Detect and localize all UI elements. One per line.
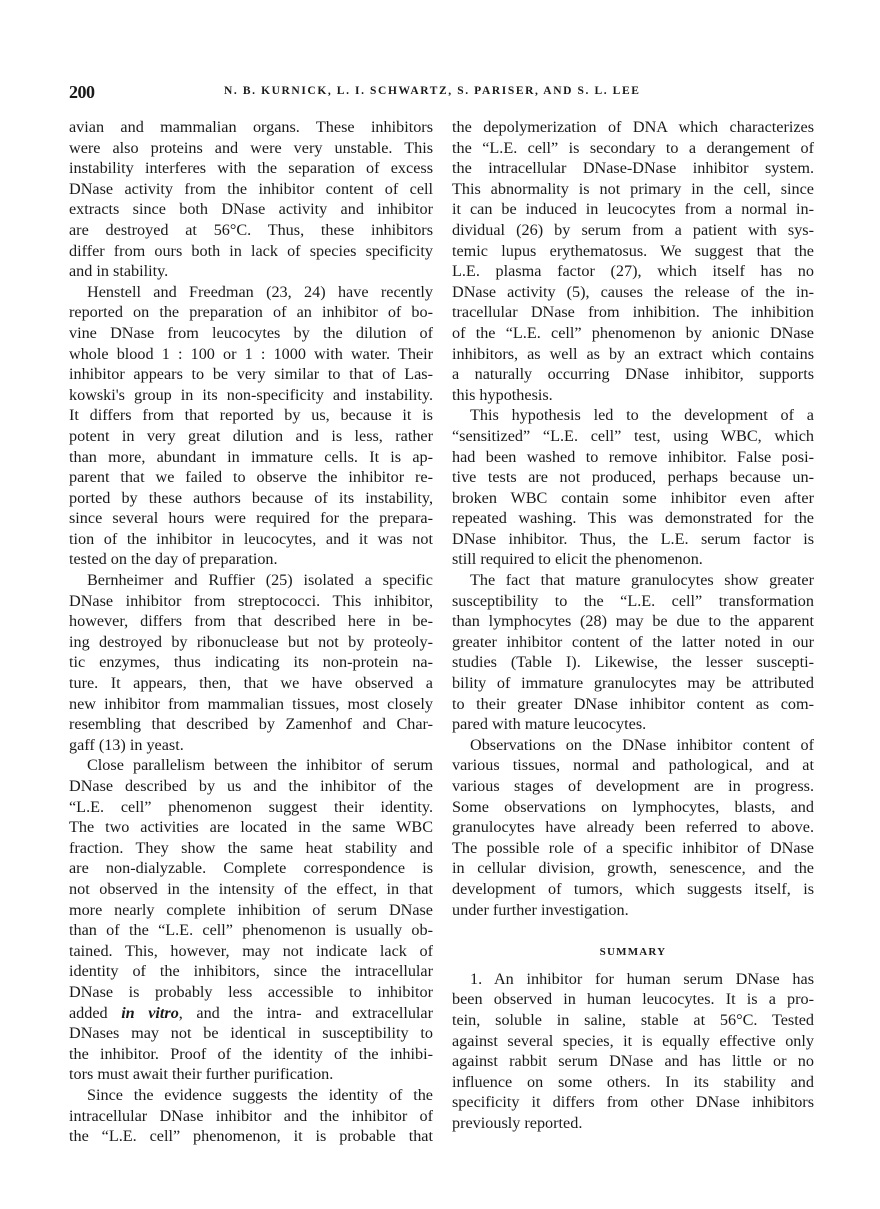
text-line: ture. It appears, then, that we have observed a xyxy=(69,674,433,693)
paragraph xyxy=(69,282,433,570)
text-line: tic enzymes, thus indicating its non-protein na- xyxy=(69,653,433,672)
paragraph xyxy=(69,755,433,1085)
text-line: are destroyed at 56°C. Thus, these inhibitors xyxy=(69,220,433,239)
text-line: This hypothesis led to the development of a xyxy=(470,406,814,425)
text-line: tained. This, however, may not indicate lack of xyxy=(69,941,433,960)
paragraph xyxy=(452,570,814,735)
text-line: the inhibitor. Proof of the identity of the inhibi- xyxy=(69,1044,433,1063)
text-line: various tissues, normal and pathological, and at xyxy=(452,756,814,775)
text-line: pared with mature leucocytes. xyxy=(452,715,647,734)
text-line: DNase activity from the inhibitor content of cell xyxy=(69,179,433,198)
text-line: in cellular division, growth, senescence, and the xyxy=(452,859,814,878)
text-line: previously reported. xyxy=(452,1113,583,1132)
text-line: the intracellular DNase-DNase inhibitor system. xyxy=(452,159,814,178)
text-line: the “L.E. cell” phenomenon, it is probable that xyxy=(69,1127,433,1146)
text-line: The fact that mature granulocytes show greater xyxy=(470,571,814,590)
text-line: The two activities are located in the same WBC xyxy=(69,818,433,837)
text-line: tion of the inhibitor in leucocytes, and it was not xyxy=(69,529,433,548)
text-line: more nearly complete inhibition of serum DNase xyxy=(69,900,433,919)
text-line: ing destroyed by ribonuclease but not by proteoly- xyxy=(69,632,433,651)
text-line: fraction. They show the same heat stability and xyxy=(69,838,433,857)
text-line: The possible role of a specific inhibitor of DNase xyxy=(452,838,814,857)
text-line: kowski's group in its non-specificity and instability. xyxy=(69,385,433,404)
text-line: however, differs from that described here in be- xyxy=(69,612,433,631)
text-line: DNases may not be identical in susceptibility to xyxy=(69,1024,433,1043)
text-line: the depolymerization of DNA which characterizes xyxy=(452,118,814,136)
text-line: still required to elicit the phenomenon. xyxy=(452,550,703,569)
text-line: against rabbit serum DNase and has little or no xyxy=(452,1052,814,1071)
running-head xyxy=(69,82,814,104)
text-line: temic lupus erythematosus. We suggest that the xyxy=(452,241,814,260)
text-line: than more, abundant in immature cells. It is ap- xyxy=(69,447,433,466)
text-line: inhibitor appears to be very similar to that of Las- xyxy=(69,365,433,384)
text-line: specificity it differs from other DNase inhibitors xyxy=(452,1093,814,1112)
text-line: susceptibility to the “L.E. cell” transformation xyxy=(452,591,814,610)
text-line: to their greater DNase inhibitor content as com- xyxy=(452,694,814,713)
text-line: granulocytes have already been referred to above. xyxy=(452,818,814,837)
paragraph xyxy=(452,405,814,570)
paragraph xyxy=(69,570,433,755)
text-line: were also proteins and were very unstable. This xyxy=(69,138,433,157)
text-line: DNase activity (5), causes the release of the in- xyxy=(452,282,814,301)
text-line: tracellular DNase from inhibition. The inhibition xyxy=(452,303,814,322)
text-line: potent in very great dilution and is less, rather xyxy=(69,426,433,445)
paragraph xyxy=(452,117,814,405)
text-line: studies (Table I). Likewise, the lesser suscepti- xyxy=(452,653,814,672)
text-line: DNase described by us and the inhibitor of the xyxy=(69,777,433,795)
text-line: differ from ours both in lack of species specificity xyxy=(69,241,433,260)
text-line: resembling that described by Zamenhof and Char- xyxy=(69,715,433,734)
text-line: Henstell and Freedman (23, 24) have recently xyxy=(87,282,433,301)
text-line: DNase inhibitor from streptococci. This inhibitor, xyxy=(69,591,433,610)
text-line: DNase inhibitor. Thus, the L.E. serum factor is xyxy=(452,529,814,548)
text-line: various stages of development are in progress. xyxy=(452,777,814,795)
text-line: Since the evidence suggests the identity of the xyxy=(87,1085,433,1104)
text-line: this hypothesis. xyxy=(452,385,553,404)
page-number: 200 xyxy=(69,82,95,102)
text-line: tors must await their further purification. xyxy=(69,1065,334,1084)
text-line: than of the “L.E. cell” phenomenon is usually ob- xyxy=(69,921,433,940)
text-line: gaff (13) in yeast. xyxy=(69,735,184,754)
text-line: L.E. plasma factor (27), which itself has no xyxy=(452,262,814,281)
text-line: reported on the preparation of an inhibitor of bo- xyxy=(69,303,433,322)
text-line: tein, soluble in saline, stable at 56°C. Tested xyxy=(452,1010,814,1029)
text-line: new inhibitor from mammalian tissues, most closely xyxy=(69,694,433,713)
summary-paragraph xyxy=(452,969,814,1134)
text-line: “sensitized” “L.E. cell” test, using WBC, which xyxy=(452,426,814,445)
text-line: whole blood 1 : 100 or 1 : 1000 with water. Their xyxy=(69,344,433,363)
text-line: than lymphocytes (28) may be due to the apparent xyxy=(452,612,814,631)
left-column xyxy=(69,117,433,1147)
paragraph xyxy=(452,735,814,920)
text-line: broken WBC contain some inhibitor even after xyxy=(452,488,814,507)
text-line: are non-dialyzable. Complete correspondence is xyxy=(69,859,433,878)
text-line: added in vitro, and the intra- and extracellular xyxy=(69,1003,433,1022)
text-line: instability interferes with the separation of excess xyxy=(69,159,433,178)
text-line: greater inhibitor content of the latter noted in our xyxy=(452,632,814,651)
text-line: influence on some others. In its stability and xyxy=(452,1072,814,1091)
text-line: Some observations on lymphocytes, blasts, and xyxy=(452,797,814,816)
text-line: extracts since both DNase activity and inhibitor xyxy=(69,200,433,219)
text-line: “L.E. cell” phenomenon suggest their identity. xyxy=(69,797,433,816)
text-line: since several hours were required for the prepara- xyxy=(69,509,433,528)
text-line: DNase is probably less accessible to inhibitor xyxy=(69,982,433,1001)
text-line: It differs from that reported by us, because it is xyxy=(69,406,433,425)
text-line: vine DNase from leucocytes by the dilution of xyxy=(69,323,433,342)
text-line: had been washed to remove inhibitor. False posi- xyxy=(452,447,814,466)
text-line: tested on the day of preparation. xyxy=(69,550,278,569)
text-line: avian and mammalian organs. These inhibitors xyxy=(69,118,433,136)
text-line: identity of the inhibitors, since the intracellular xyxy=(69,962,433,981)
text-line: not observed in the intensity of the effect, in that xyxy=(69,879,433,898)
text-line: This abnormality is not primary in the cell, since xyxy=(452,179,814,198)
text-line: Bernheimer and Ruffier (25) isolated a specific xyxy=(87,571,433,590)
text-line: tive tests are not produced, perhaps because un- xyxy=(452,468,814,487)
text-line: dividual (26) by serum from a patient with sys- xyxy=(452,220,814,239)
text-line: the “L.E. cell” is secondary to a derangement of xyxy=(452,138,814,157)
text-line: a naturally occurring DNase inhibitor, supports xyxy=(452,365,814,384)
text-line: inhibitors, as well as by an extract which contains xyxy=(452,344,814,363)
paragraph xyxy=(69,117,433,282)
text-line: of the “L.E. cell” phenomenon by anionic DNase xyxy=(452,323,814,342)
author-line: N. B. KURNICK, L. I. SCHWARTZ, S. PARISER, AND S. L. LEE xyxy=(224,85,641,97)
text-line: under further investigation. xyxy=(452,900,629,919)
text-line: intracellular DNase inhibitor and the inhibitor of xyxy=(69,1106,433,1125)
text-line: repeated washing. This was demonstrated for the xyxy=(452,509,814,528)
right-column xyxy=(452,117,814,1134)
text-line: development of tumors, which suggests itself, is xyxy=(452,879,814,898)
summary-heading: SUMMARY xyxy=(599,946,667,959)
text-line: Close parallelism between the inhibitor of serum xyxy=(87,756,433,775)
text-line: bility of immature granulocytes may be attributed xyxy=(452,674,814,693)
text-line: 1. An inhibitor for human serum DNase has xyxy=(470,969,814,988)
text-line: parent that we failed to observe the inhibitor re- xyxy=(69,468,433,487)
text-line: it can be induced in leucocytes from a normal in- xyxy=(452,200,814,219)
text-line: and in stability. xyxy=(69,262,169,281)
text-line: been observed in human leucocytes. It is a pro- xyxy=(452,990,814,1009)
text-line: against several species, it is equally effective only xyxy=(452,1031,814,1050)
text-line: Observations on the DNase inhibitor content of xyxy=(470,735,814,754)
paragraph xyxy=(69,1085,433,1147)
text-line: ported by these authors because of its instability, xyxy=(69,488,433,507)
